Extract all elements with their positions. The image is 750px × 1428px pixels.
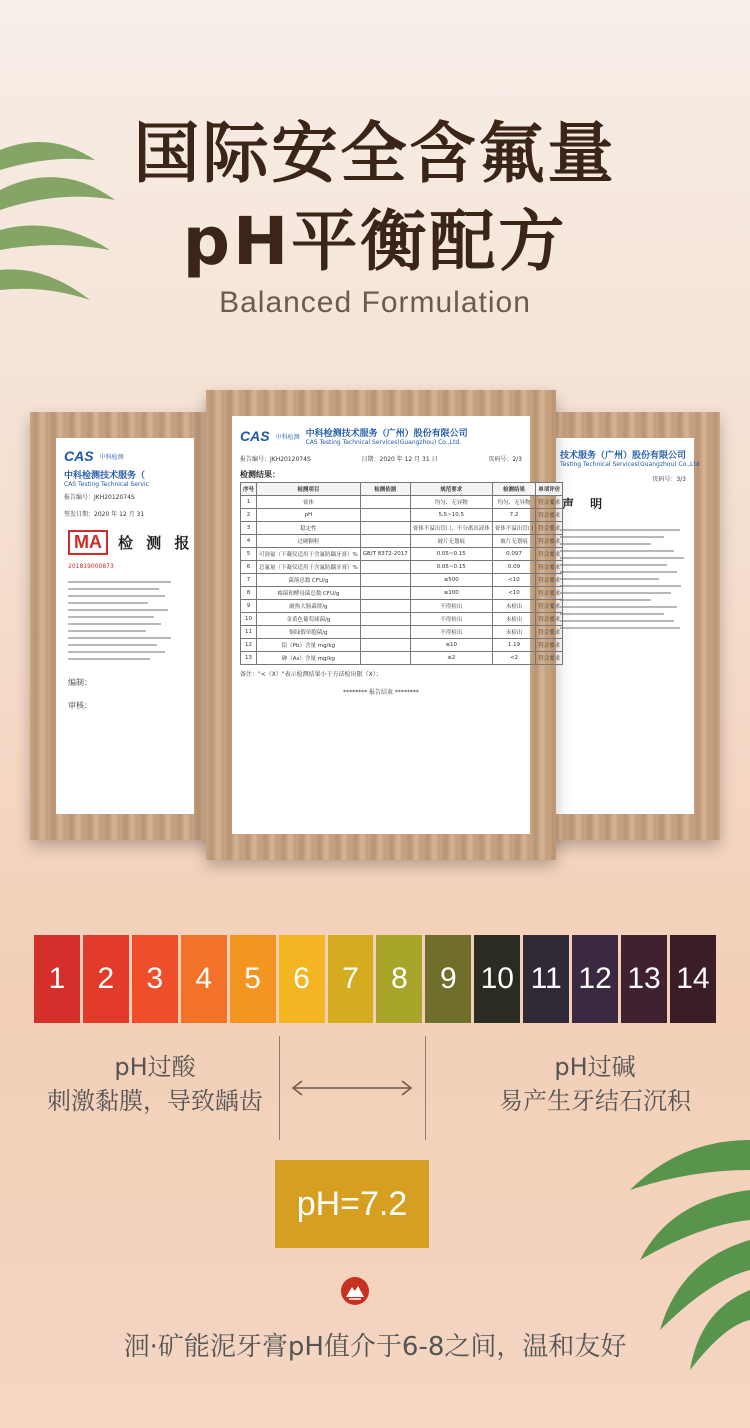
table-cell: 未检出 [492, 600, 536, 613]
declaration-title: 声 明 [562, 497, 609, 511]
report-title: 检 测 报 [118, 534, 194, 552]
ph-cell-7: 7 [328, 935, 374, 1023]
table-row [241, 587, 563, 600]
table-header: 规范要求 [410, 483, 492, 496]
table-row [241, 613, 563, 626]
table-cell: 符合要求 [536, 535, 563, 548]
ph-cell-1: 1 [34, 935, 80, 1023]
table-cell: 金黄色葡萄球菌/g [257, 613, 361, 626]
base-label: pH过碱 易产生牙结石沉积 [499, 1053, 691, 1115]
table-cell: 符合要求 [536, 626, 563, 639]
table-cell: 11 [241, 626, 257, 639]
table-cell: 不得检出 [410, 613, 492, 626]
table-row [241, 535, 563, 548]
table-row [241, 496, 563, 509]
certificate-frame-left [30, 412, 220, 840]
certificate-text-lines [56, 570, 194, 671]
ph-cell-3: 3 [132, 935, 178, 1023]
table-cell: 膏体不溢出管口，不分离出液体 [410, 522, 492, 535]
table-cell: 符合要求 [536, 561, 563, 574]
table-cell: 铅（Pb）含量 mg/kg [257, 639, 361, 652]
table-cell: 2 [241, 509, 257, 522]
table-cell: 膏体不溢出管口 [492, 522, 536, 535]
ph-cell-12: 12 [572, 935, 618, 1023]
report-number: 报告编号：JKH2012074S [240, 456, 311, 463]
table-cell: 1 [241, 496, 257, 509]
certificate-paper-center: CAS 中科检测 中科检测技术服务（广州）股份有限公司 CAS Testing Technical Services(Guangzhou) Co.,Ltd. 报告编号：JKH2012074S 日期：2020 年 12 月 31 日 页码号：2/3 检测结果： 序号 检测项目 检测依据 规范要求 检测结果 单项评价 1 膏体 均匀、无异物 均匀、无异物 符合要求 2 pH 5.5~10.5 7.2 符合要求 3 稳定性 膏体不溢出管口，不分离出液体 膏体不溢出管口 符合要求 4 过硬颗粒 玻片无划痕 玻片无划痕 符合要求 5 可溶氟（下凝仪适用于含氟防龋牙膏）% GB/T 8372-2017 0.05~0.15 0.097 符合要求 6 总氟量（下凝仪适用于含氟防龋牙膏）% 0.05~0.15 0.09 符合要求 7 菌落总数 CFU/g ≤500 <10 符合要求 8 霉菌和酵母菌总数 CFU/g ≤100 <10 符合要求 9 耐热大肠菌群/g 不得检出 未检出 符合要求 10 金黄色葡萄球菌/g 不得检出 未检出 符合要求 11 铜绿假单胞菌/g 不得检出 未检出 符合要求 12 铅（Pb）含量 mg/kg ≤10 1.19 符合要求 13 砷（As）含量 mg/kg ≤2 <2 符合要求 备注："<（X）"表示检测结果小于方法检出限（X）； ******** 报告结束 ******** [232, 416, 530, 834]
company-name-en: CAS Testing Technical Services(Guangzhou) Co.,Ltd. [305, 439, 462, 446]
table-cell: 未检出 [492, 613, 536, 626]
table-cell: 未检出 [492, 626, 536, 639]
table-cell: 均匀、无异物 [410, 496, 492, 509]
ma-number: 201819000873 [68, 563, 114, 570]
main-title-line1: 国际安全含氟量 [133, 115, 617, 192]
mountain-logo-icon [340, 1276, 370, 1306]
table-header: 单项评价 [536, 483, 563, 496]
table-cell: 砷（As）含量 mg/kg [257, 652, 361, 665]
table-header: 检测结果 [492, 483, 536, 496]
table-cell: 玻片无划痕 [410, 535, 492, 548]
table-cell: ≤2 [410, 652, 492, 665]
table-row [241, 522, 563, 535]
report-page: 页码号：2/3 [488, 456, 522, 463]
table-cell [360, 561, 410, 574]
table-row [241, 652, 563, 665]
results-section-title: 检测结果： [240, 470, 280, 479]
reviewer-label: 审核： [68, 701, 92, 710]
table-cell: 4 [241, 535, 257, 548]
table-cell: 9 [241, 600, 257, 613]
table-cell: 1.19 [492, 639, 536, 652]
table-cell: GB/T 8372-2017 [360, 548, 410, 561]
table-cell: 过硬颗粒 [257, 535, 361, 548]
main-title-line2: pH平衡配方 [182, 203, 568, 280]
table-cell: 符合要求 [536, 652, 563, 665]
ph-cell-13: 13 [621, 935, 667, 1023]
table-cell: 不得检出 [410, 626, 492, 639]
table-cell: 符合要求 [536, 496, 563, 509]
subtitle: Balanced Formulation [219, 286, 531, 319]
table-header: 检测依据 [360, 483, 410, 496]
table-cell: 7.2 [492, 509, 536, 522]
company-name-cn: 技术服务（广州）股份有限公司 [560, 451, 687, 461]
table-cell: <10 [492, 587, 536, 600]
table-cell: 8 [241, 587, 257, 600]
table-cell: 10 [241, 613, 257, 626]
table-cell: 耐热大肠菌群/g [257, 600, 361, 613]
table-cell: <10 [492, 574, 536, 587]
table-cell [360, 600, 410, 613]
company-name-cn: 中科检测技术服务（ [64, 471, 146, 481]
table-cell: 铜绿假单胞菌/g [257, 626, 361, 639]
table-cell: 0.05~0.15 [410, 548, 492, 561]
certificate-paper-left: CAS 中科检测 中科检测技术服务（ CAS Testing Technical Servic 报告编号：JKH2012074S 签发日期：2020 年 12 月 31 MA 检 测 报 201819000873 编制： 审核： [56, 438, 194, 814]
table-cell [360, 509, 410, 522]
table-cell: 符合要求 [536, 600, 563, 613]
cas-logo-icon: CAS [240, 428, 270, 444]
table-cell: 符合要求 [536, 587, 563, 600]
table-cell: ≤500 [410, 574, 492, 587]
acid-label: pH过酸 刺激黏膜，导致龋齿 [47, 1053, 263, 1115]
table-cell: 菌落总数 CFU/g [257, 574, 361, 587]
table-note: 备注："<（X）"表示检测结果小于方法检出限（X）； [240, 671, 382, 678]
table-cell: 符合要求 [536, 574, 563, 587]
table-cell: 7 [241, 574, 257, 587]
table-cell: 膏体 [257, 496, 361, 509]
table-row [241, 574, 563, 587]
certificate-frame-center [206, 390, 561, 860]
certificate-paper-right: 技术服务（广州）股份有限公司 Testing Technical Services(Guangzhou) Co.,Ltd 页码号：3/3 声 明 [556, 438, 694, 814]
base-divider [425, 1036, 426, 1140]
ph-cell-10: 10 [474, 935, 520, 1023]
table-cell [360, 535, 410, 548]
table-header: 检测项目 [257, 483, 361, 496]
ph-cell-9: 9 [425, 935, 471, 1023]
declaration-text-lines [556, 520, 694, 638]
table-row [241, 509, 563, 522]
ph-cell-14: 14 [670, 935, 716, 1023]
table-cell: 符合要求 [536, 509, 563, 522]
ph-scale [34, 935, 716, 1023]
ph-value-badge: pH=7.2 [275, 1160, 429, 1248]
double-arrow-icon [290, 1078, 414, 1098]
table-cell: 0.09 [492, 561, 536, 574]
ma-certification-icon: MA [68, 530, 108, 555]
company-name-en: CAS Testing Technical Servic [64, 481, 149, 488]
table-row [241, 548, 563, 561]
table-cell: 3 [241, 522, 257, 535]
table-cell: <2 [492, 652, 536, 665]
table-cell: 0.097 [492, 548, 536, 561]
table-cell [360, 626, 410, 639]
table-cell: 符合要求 [536, 522, 563, 535]
table-header: 序号 [241, 483, 257, 496]
table-cell: pH [257, 509, 361, 522]
ph-cell-4: 4 [181, 935, 227, 1023]
table-cell: ≤100 [410, 587, 492, 600]
footer-text: 洄·矿能泥牙膏pH值介于6-8之间，温和友好 [123, 1332, 627, 1362]
test-results-table [240, 482, 563, 665]
ph-cell-11: 11 [523, 935, 569, 1023]
cas-logo-icon: CAS [64, 448, 94, 464]
table-cell: ≤10 [410, 639, 492, 652]
ph-cell-2: 2 [83, 935, 129, 1023]
company-name-cn: 中科检测技术服务（广州）股份有限公司 [305, 429, 468, 439]
table-cell: 5.5~10.5 [410, 509, 492, 522]
table-cell: 0.05~0.15 [410, 561, 492, 574]
table-row [241, 626, 563, 639]
ph-cell-8: 8 [376, 935, 422, 1023]
table-cell [360, 587, 410, 600]
report-date: 日期：2020 年 12 月 31 日 [361, 456, 438, 463]
table-cell: 符合要求 [536, 639, 563, 652]
signer-label: 编制： [68, 678, 92, 687]
table-row [241, 561, 563, 574]
table-row [241, 639, 563, 652]
table-cell: 玻片无划痕 [492, 535, 536, 548]
table-row [241, 600, 563, 613]
table-cell [360, 639, 410, 652]
table-cell: 霉菌和酵母菌总数 CFU/g [257, 587, 361, 600]
ph-cell-6: 6 [279, 935, 325, 1023]
table-cell: 稳定性 [257, 522, 361, 535]
table-cell: 符合要求 [536, 548, 563, 561]
table-cell: 均匀、无异物 [492, 496, 536, 509]
table-cell [360, 574, 410, 587]
table-cell: 13 [241, 652, 257, 665]
ph-cell-5: 5 [230, 935, 276, 1023]
table-cell: 总氟量（下凝仪适用于含氟防龋牙膏）% [257, 561, 361, 574]
table-cell: 不得检出 [410, 600, 492, 613]
table-cell: 12 [241, 639, 257, 652]
table-cell [360, 652, 410, 665]
table-cell [360, 522, 410, 535]
table-cell [360, 613, 410, 626]
company-name-en: Testing Technical Services(Guangzhou) Co.,Ltd [560, 461, 700, 468]
table-cell: 5 [241, 548, 257, 561]
table-cell: 符合要求 [536, 613, 563, 626]
table-cell [360, 496, 410, 509]
table-cell: 可溶氟（下凝仪适用于含氟防龋牙膏）% [257, 548, 361, 561]
table-cell: 6 [241, 561, 257, 574]
report-end: ******** 报告结束 ******** [343, 689, 419, 696]
